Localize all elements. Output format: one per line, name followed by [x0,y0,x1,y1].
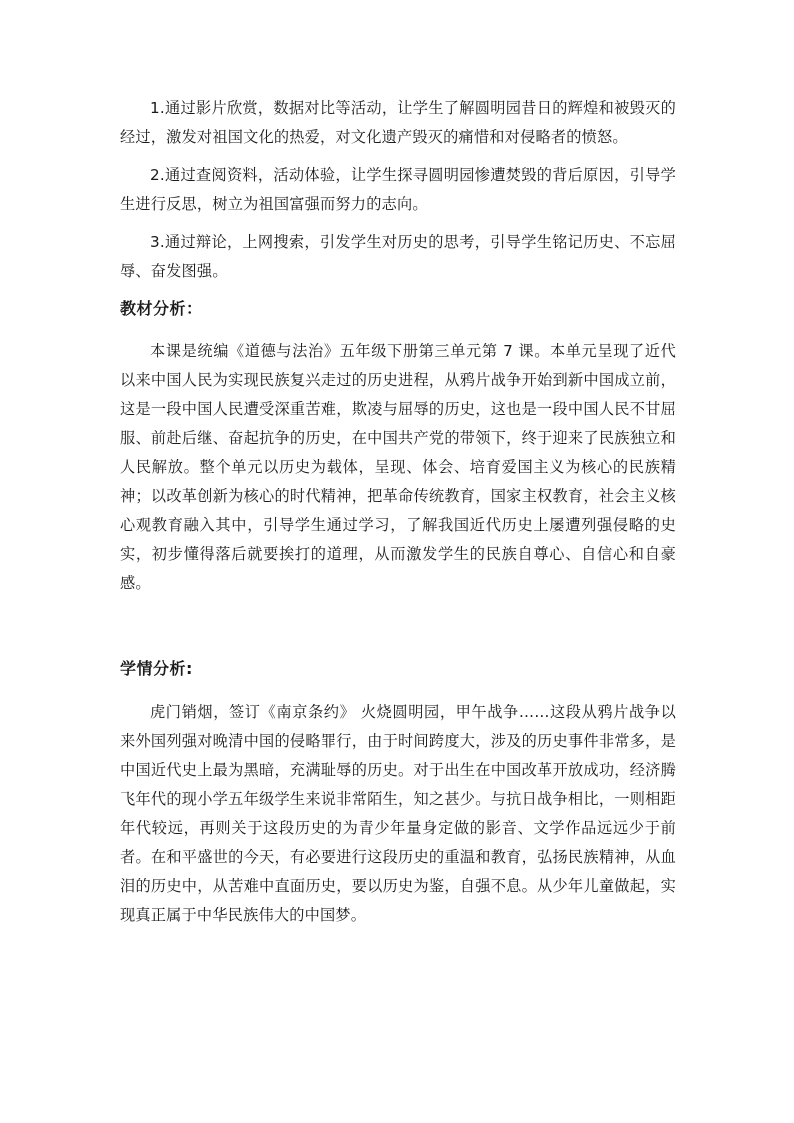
learner-analysis-body: 虎门销烟，签订《南京条约》 火烧圆明园，甲午战争……这段从鸦片战争以来外国列强对晚清中国的侵略罪行，由于时间跨度大，涉及的历史事件非常多，是中国近代史上最为黑暗，充满耻辱的历史。对于出生在中国改革开放成功，经济腾飞年代的现小学五年级学生来说非常陌生，知之甚少。与抗日战争相比，一则相距年代较远，再则关于这段历史的为青少年量身定做的影音、文学作品远远少于前者。在和平盛世的今天，有必要进行这段历史的重温和教育，弘扬民族精神，从血泪的历史中，从苦难中直面历史，要以历史为鉴，自强不息。从少年儿童做起，实现真正属于中华民族伟大的中国梦。 [120,703,676,924]
learner-analysis-heading: 学情分析: [120,659,193,678]
objective-2: 2.通过查阅资料，活动体验，让学生探寻圆明园惨遭焚毁的背后原因，引导学生进行反思，树立为祖国富强而努力的志向。 [120,166,676,213]
textbook-analysis-heading: 教材分析： [120,299,203,318]
textbook-analysis-body: 本课是统编《道德与法治》五年级下册第三单元第 7 课。本单元呈现了近代以来中国人民为实现民族复兴走过的历史进程，从鸦片战争开始到新中国成立前，这是一段中国人民遭受深重苦难，欺凌与屈辱的历史，这也是一段中国人民不甘屈服、前赴后继、奋起抗争的历史，在中国共产党的带领下，终于迎来了民族独立和人民解放。整个单元以历史为载体，呈现、体会、培育爱国主义为核心的民族精神；以改革创新为核心的时代精神，把革命传统教育，国家主权教育，社会主义核心观教育融入其中，引导学生通过学习，了解我国近代历史上屡遭列强侵略的史实，初步懂得落后就要挨打的道理，从而激发学生的民族自尊心、自信心和自豪感。 [120,342,676,592]
objective-3: 3.通过辩论，上网搜索，引发学生对历史的思考，引导学生铭记历史、不忘屈辱、奋发图强。 [120,233,676,280]
document-content [120,94,676,930]
objective-1: 1.通过影片欣赏，数据对比等活动，让学生了解圆明园昔日的辉煌和被毁灭的经过，激发对祖国文化的热爱，对文化遗产毁灭的痛惜和对侵略者的愤怒。 [120,99,676,146]
